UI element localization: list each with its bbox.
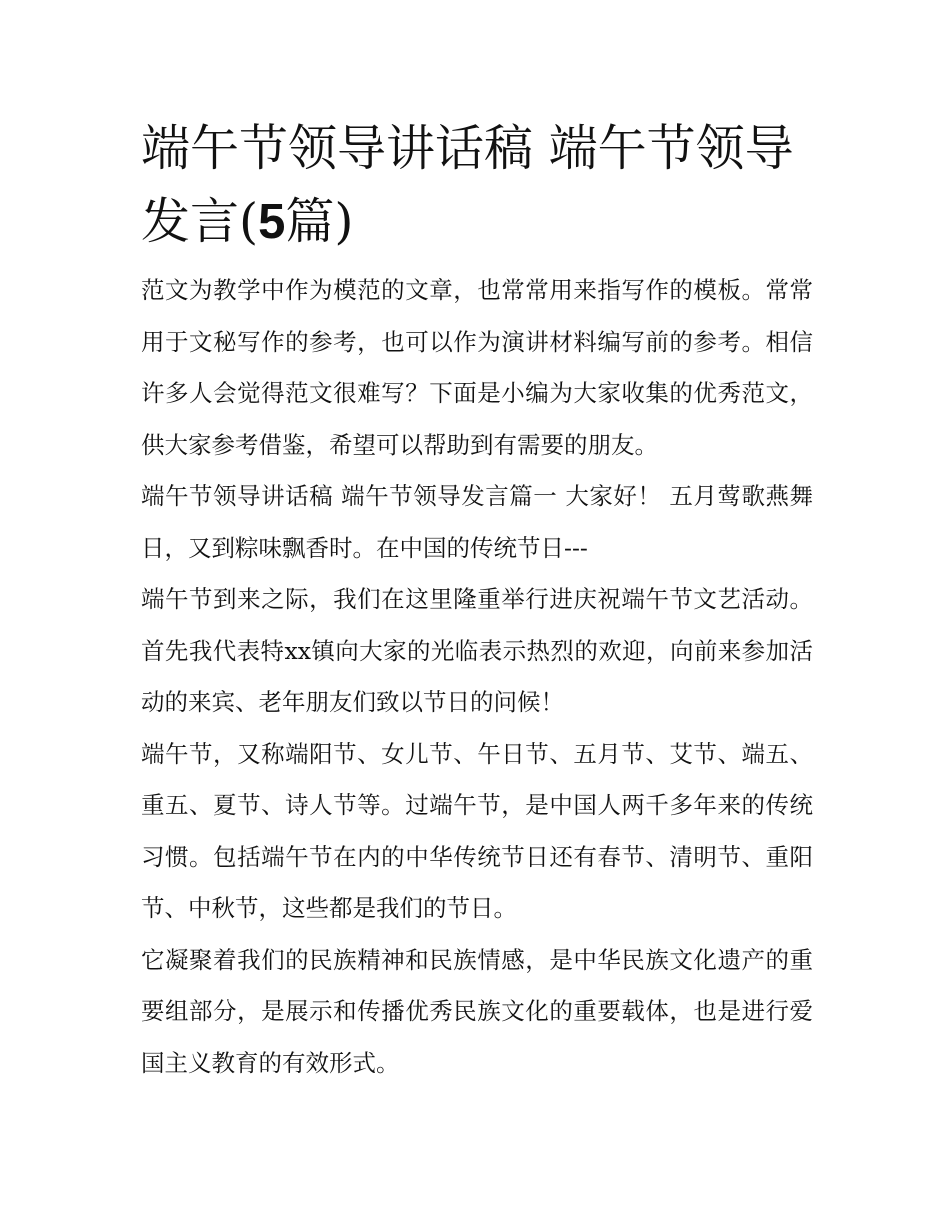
paragraph-intro: 范文为教学中作为模范的文章，也常常用来指写作的模板。常常用于文秘写作的参考，也可以作为演讲材料编写前的参考。相信许多人会觉得范文很难写？下面是小编为大家收集的优秀范文，供大家参考借鉴，希望可以帮助到有需要的朋友。 xyxy=(141,276,813,459)
paragraph-festival-names: 端午节，又称端阳节、女儿节、午日节、五月节、艾节、端五、重五、夏节、诗人节等。过端午节，是中国人两千多年来的传统习惯。包括端午节在内的中华传统节日还有春节、清明节、重阳节、中秋节，这些都是我们的节日。 xyxy=(141,739,813,922)
title-number: 5 xyxy=(258,195,286,249)
document-body xyxy=(141,112,813,1089)
title-text-part1: 端午节领导讲话稿 端午节领导发言( xyxy=(141,120,794,250)
paragraph-welcome: 端午节到来之际，我们在这里隆重举行进庆祝端午节文艺活动。 首先我代表特xx镇向大家的光临表示热烈的欢迎，向前来参加活动的来宾、老年朋友们致以节日的问候！ xyxy=(141,585,813,716)
paragraph-greeting: 端午节领导讲话稿 端午节领导发言篇一 大家好！ 五月莺歌燕舞日，又到粽味飘香时。在中国的传统节日--- xyxy=(141,482,813,562)
title-text-part2: 篇) xyxy=(285,193,354,250)
document-title xyxy=(141,112,813,259)
paragraph-significance: 它凝聚着我们的民族精神和民族情感，是中华民族文化遗产的重要组部分，是展示和传播优秀民族文化的重要载体，也是进行爱国主义教育的有效形式。 xyxy=(141,945,813,1077)
